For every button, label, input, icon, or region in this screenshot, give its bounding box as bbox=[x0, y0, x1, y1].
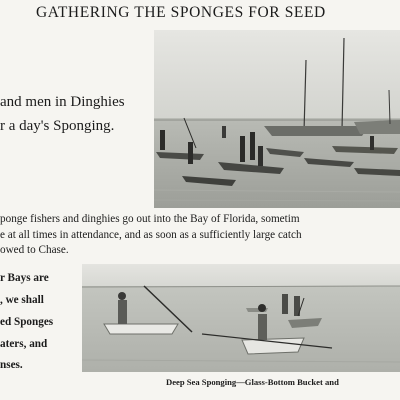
photo-sponge-fleet bbox=[154, 30, 400, 208]
side-line-3: ed Sponges bbox=[0, 316, 54, 328]
lead-line-2: r a day's Sponging. bbox=[0, 118, 115, 134]
side-line-2: , we shall bbox=[0, 294, 44, 306]
lead-line-1: and men in Dinghies bbox=[0, 94, 125, 110]
body-line-1: ponge fishers and dinghies go out into the Bay of Florida, sometim bbox=[0, 213, 300, 225]
body-line-3: owed to Chase. bbox=[0, 244, 69, 256]
side-line-1: r Bays are bbox=[0, 272, 49, 284]
photo-deep-sea-sponging bbox=[82, 264, 400, 372]
side-line-4: aters, and bbox=[0, 338, 48, 350]
photo-caption: Deep Sea Sponging—Glass-Bottom Bucket and bbox=[166, 377, 339, 387]
photo-sponge-fleet-image bbox=[154, 30, 400, 208]
side-line-5: nses. bbox=[0, 359, 23, 371]
body-line-2: e at all times in attendance, and as soon as a sufficiently large catch bbox=[0, 229, 302, 241]
page-heading: GATHERING THE SPONGES FOR SEED bbox=[36, 4, 326, 21]
photo-deep-sea-sponging-image bbox=[82, 264, 400, 372]
